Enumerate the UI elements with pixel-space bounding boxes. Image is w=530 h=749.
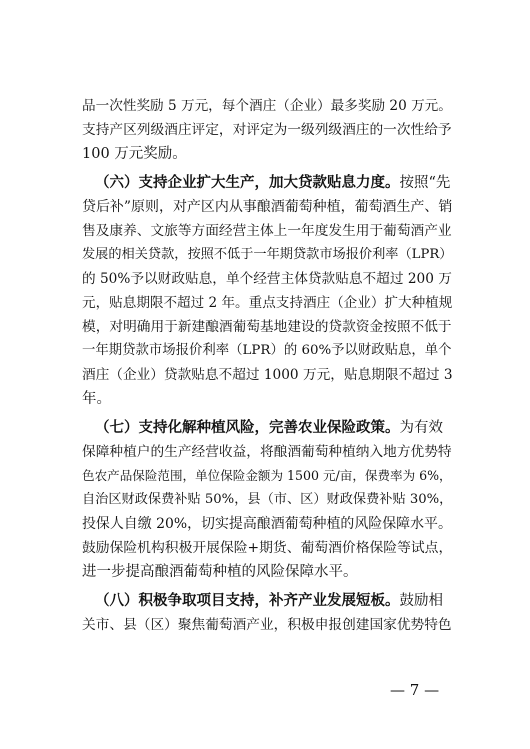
line-text: 发展的相关贷款，按照不低于一年期贷款市场报价利率（LPR） xyxy=(82,247,453,262)
line-text: 投保人自缴 20%，切实提高酿酒葡萄种植的风险保障水平。 xyxy=(82,516,452,532)
body-line-9 xyxy=(82,291,454,315)
line-text: 的 50%予以财政贴息，单个经营主体贷款贴息不超过 200 万 xyxy=(82,271,452,287)
section-7-first-line xyxy=(95,416,455,440)
body-line-22 xyxy=(82,613,454,637)
line-text: 保障种植户的生产经营收益，将酿酒葡萄种植纳入地方优势特 xyxy=(82,444,452,460)
line-text: 为有效 xyxy=(399,420,443,436)
body-line-2 xyxy=(82,118,454,142)
line-text: 一年期贷款市场报价利率（LPR）的 60%予以财政贴息，单个 xyxy=(82,343,452,358)
section-8-heading: （八）积极争取项目支持，补齐产业发展短板。 xyxy=(95,592,400,609)
line-text: 按照“先 xyxy=(399,175,451,191)
line-text: 鼓励相 xyxy=(399,593,443,609)
body-line-5 xyxy=(82,195,454,219)
line-text: 关市、县（区）聚焦葡萄酒产业，积极申报创建国家优势特色 xyxy=(82,617,452,633)
line-text: 100 万元奖励。 xyxy=(82,146,187,162)
line-text: 色农产品保险范围，单位保险金额为 1500 元/亩，保费率为 6%， xyxy=(82,468,452,483)
body-line-8 xyxy=(82,267,454,291)
body-line-7 xyxy=(82,243,454,267)
body-line-11 xyxy=(82,339,454,363)
body-line-10 xyxy=(82,315,454,339)
line-text: 支持产区列级酒庄评定，对评定为一级列级酒庄的一次性给予 xyxy=(82,122,452,138)
line-text: 鼓励保险机构积极开展保险+期货、葡萄酒价格保险等试点， xyxy=(82,540,453,556)
body-line-16 xyxy=(82,464,454,488)
body-line-6 xyxy=(82,219,454,243)
line-text: 品一次性奖励 5 万元，每个酒庄（企业）最多奖励 20 万元。 xyxy=(82,98,452,114)
body-line-12 xyxy=(82,363,454,387)
section-7-heading: （七）支持化解种植风险，完善农业保险政策。 xyxy=(95,419,400,436)
body-line-15 xyxy=(82,440,454,464)
body-line-1 xyxy=(82,94,454,118)
body-line-17 xyxy=(82,488,454,512)
line-text: 模，对明确用于新建酿酒葡萄基地建设的贷款资金按照不低于 xyxy=(82,319,452,335)
line-text: 售及康养、文旅等方面经营主体上一年度发生用于葡萄酒产业 xyxy=(82,223,452,239)
section-6-first-line xyxy=(95,171,455,195)
line-text: 自治区财政保费补贴 50%，县（市、区）财政保费补贴 30%， xyxy=(82,492,453,507)
section-6-heading: （六）支持企业扩大生产，加大贷款贴息力度。 xyxy=(95,174,400,191)
body-line-18 xyxy=(82,512,454,536)
line-text: 年。 xyxy=(82,391,111,407)
line-text: 元，贴息期限不超过 2 年。重点支持酒庄（企业）扩大种植规 xyxy=(82,295,453,311)
body-line-19 xyxy=(82,536,454,560)
line-text: 贷后补”原则，对产区内从事酿酒葡萄种植，葡萄酒生产、销 xyxy=(82,199,453,215)
body-line-13 xyxy=(82,387,454,411)
page-number: — 7 — xyxy=(390,681,440,699)
line-text: 进一步提高酿酒葡萄种植的风险保障水平。 xyxy=(82,564,358,580)
body-line-3 xyxy=(82,142,454,166)
section-8-first-line xyxy=(95,589,455,613)
body-line-20 xyxy=(82,560,454,584)
line-text: 酒庄（企业）贷款贴息不超过 1000 万元，贴息期限不超过 3 xyxy=(82,367,453,383)
